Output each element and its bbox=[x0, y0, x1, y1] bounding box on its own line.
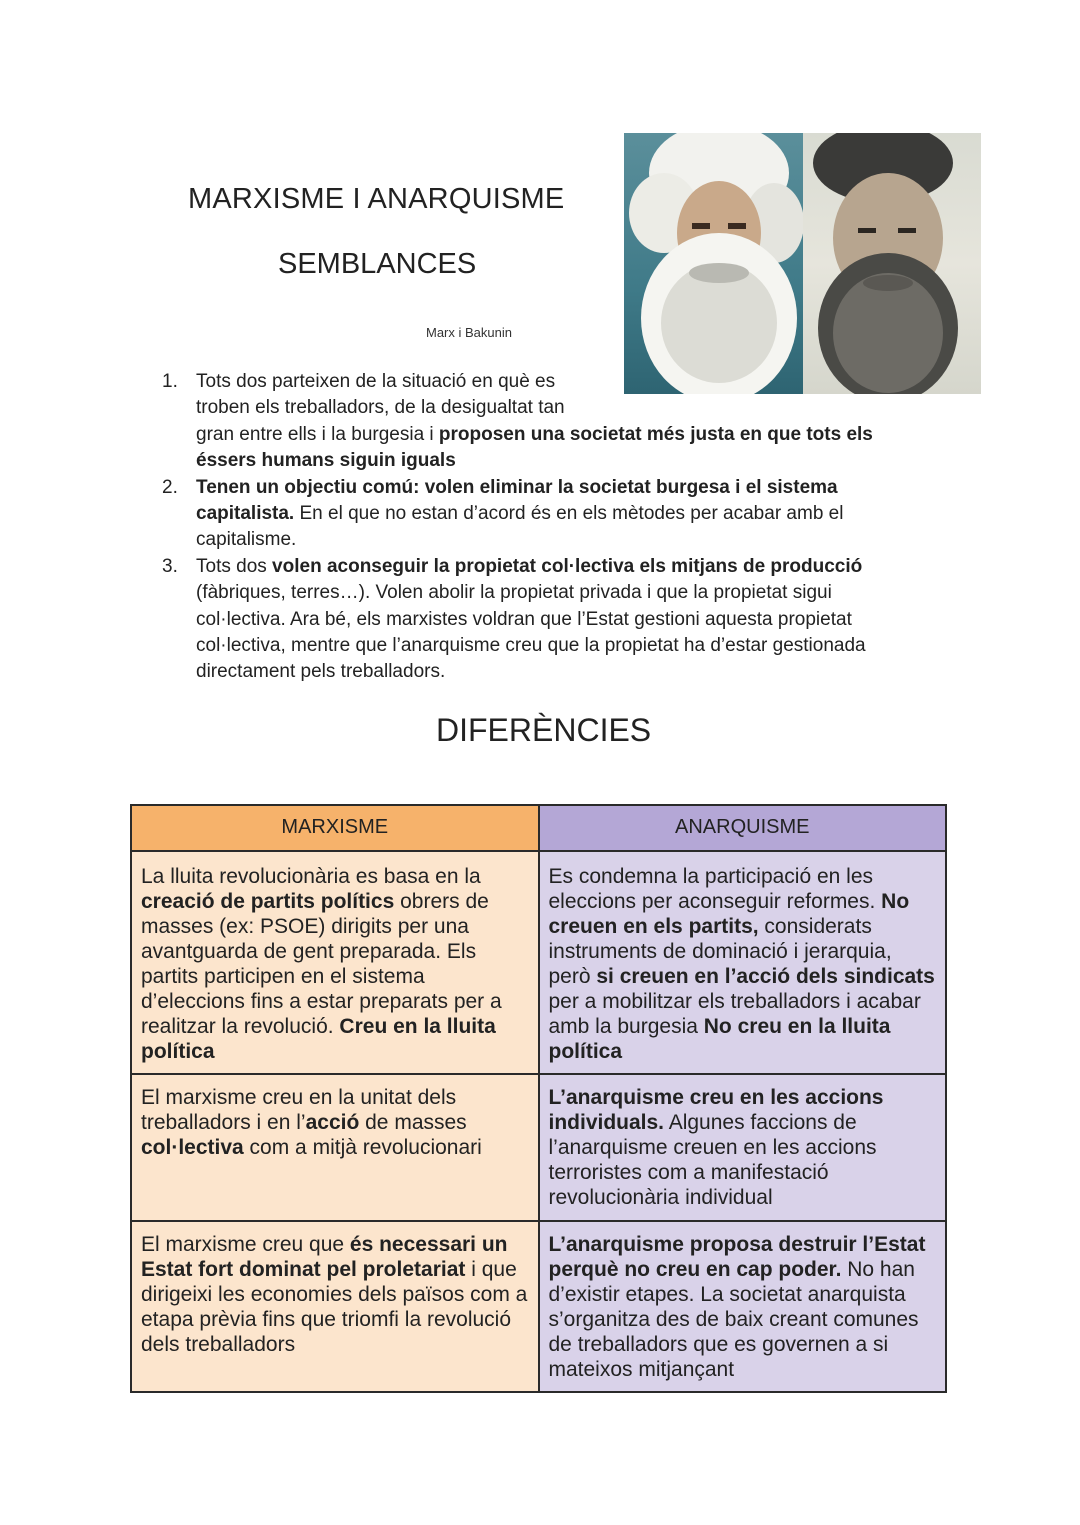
table-row bbox=[131, 1221, 946, 1392]
text-run: i que dirigeixi les economies dels països com a etapa prèvia fins que triomfi la revolució dels treballadors bbox=[141, 1258, 528, 1356]
bold-text: No creuen en els partits, bbox=[548, 890, 910, 938]
text-run: troben els treballadors, de la desigualtat tan bbox=[196, 397, 565, 419]
text-run: Es condemna la participació en les eleccions per aconseguir reformes. bbox=[548, 865, 882, 913]
list-item bbox=[162, 554, 922, 686]
text-run: de masses bbox=[359, 1111, 467, 1134]
text-run: No han d’existir etapes. La societat anarquista s’organitza des de baix creant comunes de treballadors que es governen a si mateixos mitjançant bbox=[548, 1258, 919, 1381]
table-header-row bbox=[131, 805, 946, 851]
list-item bbox=[162, 369, 922, 475]
list-number: 1. bbox=[162, 371, 178, 392]
bold-text: Creu en la lluita política bbox=[141, 1015, 496, 1063]
text-run: per a mobilitzar els treballadors i acabar amb la burgesia bbox=[548, 990, 921, 1038]
text-run: Tots dos bbox=[196, 555, 273, 577]
text-run: (fàbriques, terres…). Volen abolir la propietat privada i que la propietat sigui col·lectiva. Ara bé, els marxistes voldran que l’Estat gestioni aquesta propietat col·lectiva, mentre que l’anarquisme creu que la propietat ha d’estar gestionada directament pels treballadors. bbox=[196, 582, 866, 683]
text-run: La lluita revolucionària es basa en la bbox=[141, 865, 481, 888]
anarquisme-cell bbox=[539, 1074, 947, 1221]
text-run: gran entre ells i la burgesia i bbox=[196, 423, 439, 445]
bold-text: és necessari un Estat fort dominat pel proletariat bbox=[141, 1233, 508, 1281]
anarquisme-cell bbox=[539, 1221, 947, 1392]
column-header-marxisme: MARXISME bbox=[131, 805, 539, 851]
text-run: Tots dos parteixen de la situació en què es bbox=[196, 371, 556, 392]
bold-text: creació de partits polítics bbox=[141, 890, 395, 913]
bold-text: acció bbox=[305, 1111, 360, 1134]
marx-portrait bbox=[624, 133, 803, 394]
text-run: El marxisme creu que bbox=[141, 1233, 350, 1256]
semblances-list bbox=[162, 369, 922, 686]
table-row bbox=[131, 851, 946, 1074]
table-row bbox=[131, 1074, 946, 1221]
bakunin-portrait bbox=[803, 133, 981, 394]
list-number: 3. bbox=[162, 555, 178, 577]
list-item bbox=[162, 475, 922, 554]
text-run: considerats instruments de dominació i jerarquia, però bbox=[548, 915, 892, 988]
differences-table bbox=[130, 804, 947, 1393]
bold-text: volen aconseguir la propietat col·lectiva els mitjans de producció bbox=[272, 555, 863, 577]
bold-text: proposen una societat més justa en que tots els éssers humans siguin iguals bbox=[196, 423, 873, 472]
bold-text: L’anarquisme proposa destruir l’Estat perquè no creu en cap poder. bbox=[548, 1233, 926, 1281]
section-title-semblances: SEMBLANCES bbox=[278, 248, 477, 280]
bold-text: si creuen en l’acció dels sindicats bbox=[596, 965, 935, 988]
column-header-anarquisme: ANARQUISME bbox=[539, 805, 947, 851]
text-run: obrers de masses (ex: PSOE) dirigits per una avantguarda de gent preparada. Els partits participen en el sistema d’eleccions fins a estar preparats per a realitzar la revolució. bbox=[141, 890, 502, 1038]
anarquisme-cell bbox=[539, 851, 947, 1074]
text-run: El marxisme creu en la unitat dels treballadors i en l’ bbox=[141, 1086, 457, 1134]
bold-text: L’anarquisme creu en les accions individuals. bbox=[548, 1086, 884, 1134]
marxisme-cell bbox=[131, 1221, 539, 1392]
text-run: En el que no estan d’acord és en els mètodes per acabar amb el capitalisme. bbox=[196, 503, 844, 551]
bold-text: col·lectiva bbox=[141, 1136, 244, 1159]
page-title: MARXISME I ANARQUISME bbox=[188, 183, 565, 215]
photo-caption: Marx i Bakunin bbox=[426, 325, 512, 340]
portrait-photo bbox=[624, 133, 981, 394]
list-number: 2. bbox=[162, 476, 178, 498]
marxisme-cell bbox=[131, 851, 539, 1074]
marxisme-cell bbox=[131, 1074, 539, 1221]
bold-text: No creu en la lluita política bbox=[548, 1015, 891, 1063]
text-run: com a mitjà revolucionari bbox=[243, 1136, 482, 1159]
section-title-diferencies: DIFERÈNCIES bbox=[436, 712, 652, 748]
text-run: Algunes faccions de l’anarquisme creuen en les accions terroristes com a manifestació revolucionària individual bbox=[548, 1111, 877, 1209]
bold-text: Tenen un objectiu comú: volen eliminar la societat burgesa i el sistema capitalista. bbox=[196, 476, 838, 525]
